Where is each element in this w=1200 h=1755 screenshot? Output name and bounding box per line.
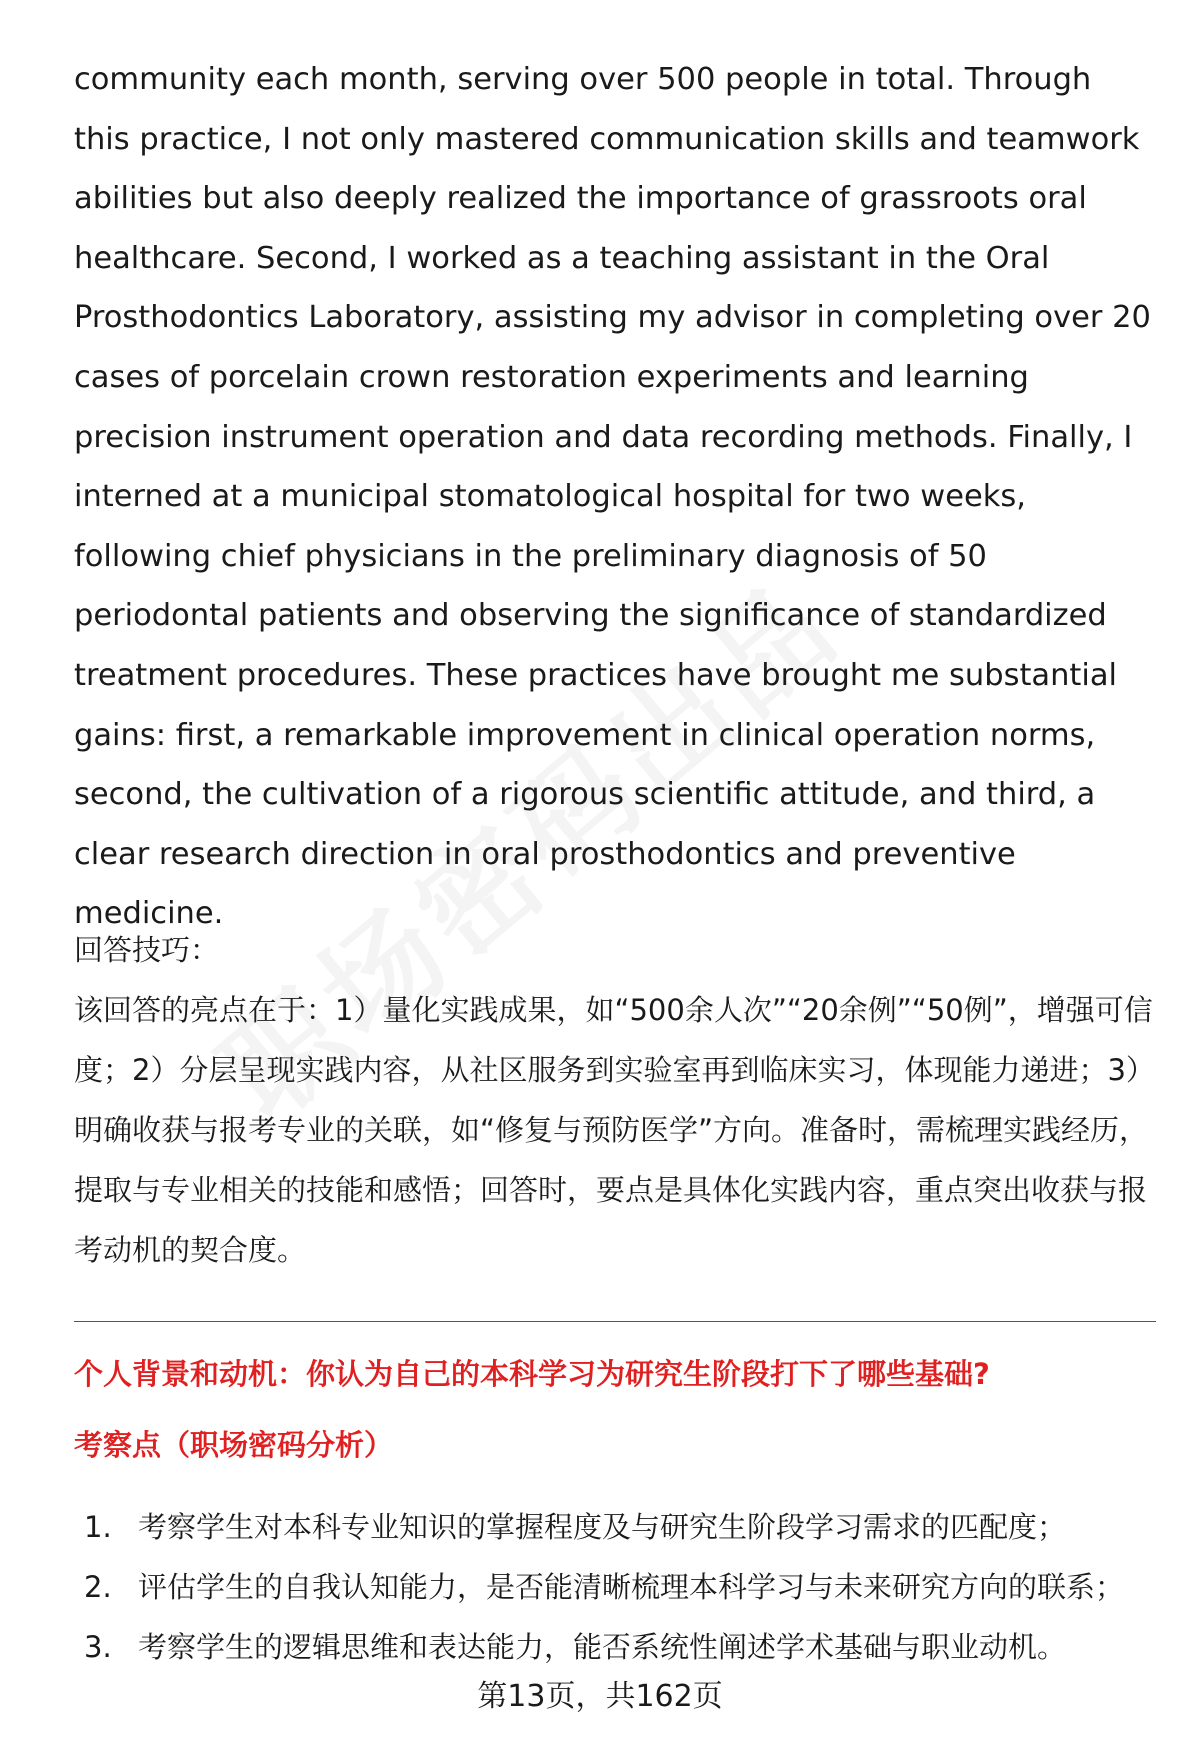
focus-heading: 考察点（职场密码分析）	[74, 1428, 394, 1462]
answer-body	[74, 50, 1154, 944]
list-item-number: 2.	[84, 1570, 112, 1604]
answer-paragraph: community each month, serving over 500 people in total. Through this practice, I not only mastered communication skills and teamwork abilities but also deeply realized the importance of grassroots oral healthcare. Second, I worked as a teaching assistant in the Oral Prosthodontics Laboratory, assisting my advisor in completing over 20 cases of porcelain crown restoration experiments and learning precision instrument operation and data recording methods. Finally, I interned at a municipal stomatological hospital for two weeks, following chief physicians in the preliminary diagnosis of 50 periodontal patients and observing the significance of standardized treatment procedures. These practices have brought me substantial gains: first, a remarkable improvement in clinical operation norms, second, the cultivation of a rigorous scientific attitude, and third, a clear research direction in oral prosthodontics and preventive medicine.	[74, 62, 1151, 932]
list-item	[74, 1617, 1164, 1677]
answer-tips	[74, 920, 1154, 1280]
list-item-text: 考察学生的逻辑思维和表达能力，能否系统性阐述学术基础与职业动机。	[138, 1630, 1067, 1664]
focus-list	[74, 1497, 1164, 1677]
list-item-text: 评估学生的自我认知能力，是否能清晰梳理本科学习与未来研究方向的联系；	[138, 1570, 1125, 1604]
tips-body: 该回答的亮点在于：1）量化实践成果，如“500余人次”“20余例”“50例”，增强可信度；2）分层呈现实践内容，从社区服务到实验室再到临床实习，体现能力递进；3）明确收获与报考专业的关联，如“修复与预防医学”方向。准备时，需梳理实践经历，提取与专业相关的技能和感悟；回答时，要点是具体化实践内容，重点突出收获与报考动机的契合度。	[74, 993, 1153, 1267]
list-item	[74, 1497, 1164, 1557]
tips-heading: 回答技巧：	[74, 933, 220, 967]
question-title: 个人背景和动机：你认为自己的本科学习为研究生阶段打下了哪些基础?	[74, 1357, 990, 1391]
section-divider	[74, 1321, 1156, 1322]
list-item-number: 3.	[84, 1630, 112, 1664]
page-number: 第13页，共162页	[477, 1679, 723, 1714]
list-item	[74, 1557, 1164, 1617]
list-item-number: 1.	[84, 1510, 112, 1544]
list-item-text: 考察学生对本科专业知识的掌握程度及与研究生阶段学习需求的匹配度；	[138, 1510, 1067, 1544]
